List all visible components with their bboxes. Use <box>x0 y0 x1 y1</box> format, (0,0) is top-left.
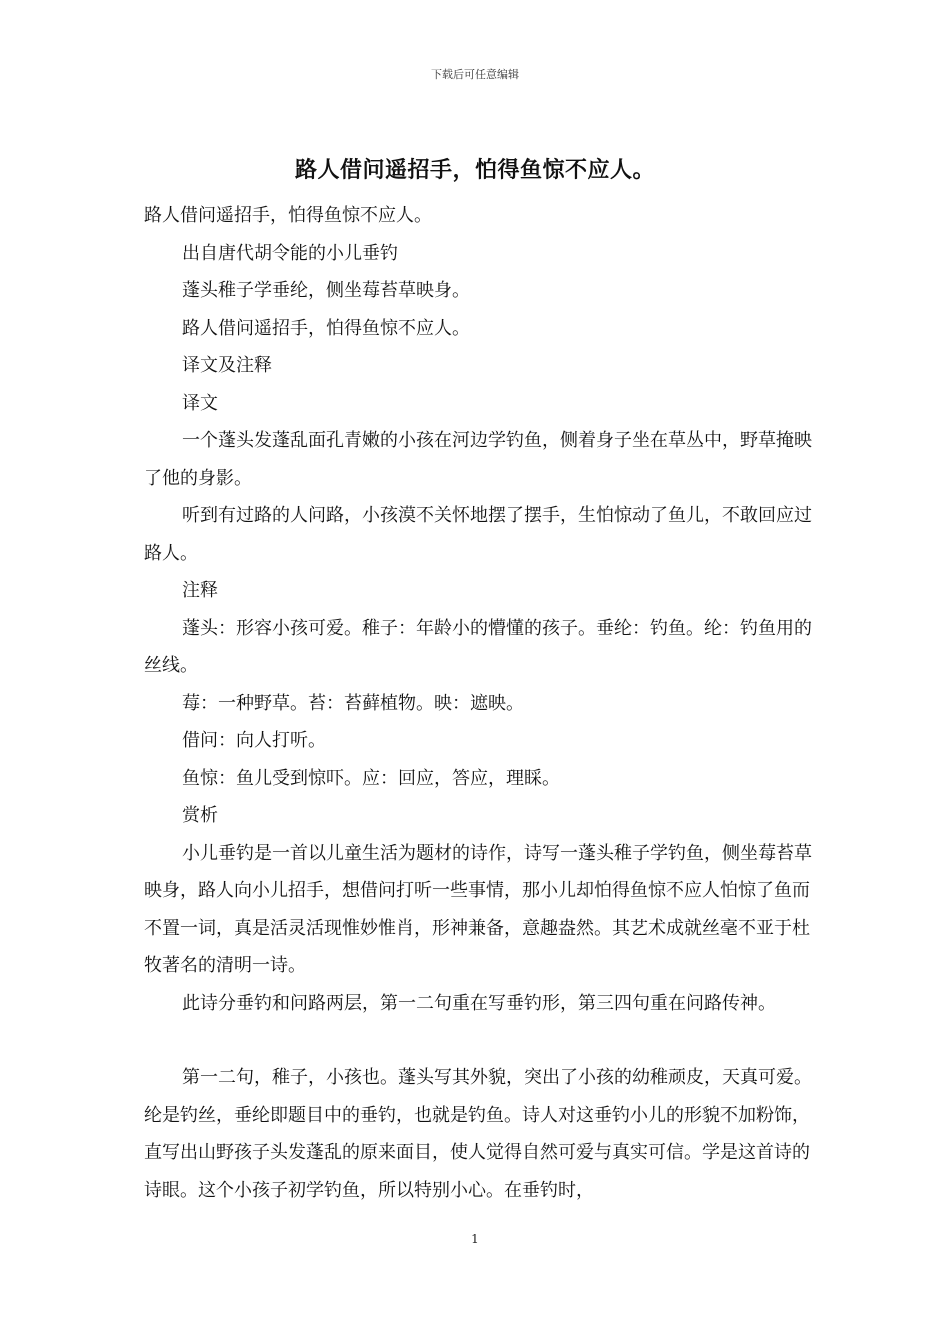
paragraph: 蓬头：形容小孩可爱。稚子：年龄小的懵懂的孩子。垂纶：钓鱼。纶：钓鱼用的丝线。 <box>144 617 812 676</box>
paragraph: 蓬头稚子学垂纶，侧坐莓苔草映身。 <box>182 280 470 301</box>
page-number: 1 <box>471 1232 479 1246</box>
paragraph: 莓：一种野草。苔：苔藓植物。映：遮映。 <box>182 692 524 714</box>
paragraph: 路人借问遥招手，怕得鱼惊不应人。 <box>144 205 432 226</box>
document-body <box>144 197 816 1209</box>
section-heading: 注释 <box>182 580 218 601</box>
section-heading: 译文 <box>182 392 218 414</box>
paragraph: 一个蓬头发蓬乱面孔青嫩的小孩在河边学钓鱼，侧着身子坐在草丛中，野草掩映了他的身影。 <box>144 430 812 489</box>
paragraph: 第一二句，稚子，小孩也。蓬头写其外貌，突出了小孩的幼稚顽皮，天真可爱。纶是钓丝，垂纶即题目中的垂钓，也就是钓鱼。诗人对这垂钓小儿的形貌不加粉饰，直写出山野孩子头发蓬乱的原来面目，使人觉得自然可爱与真实可信。学是这首诗的诗眼。这个小孩子初学钓鱼，所以特别小心。在垂钓时， <box>144 1067 812 1201</box>
section-heading: 赏析 <box>182 805 218 826</box>
paragraph: 小儿垂钓是一首以儿童生活为题材的诗作，诗写一蓬头稚子学钓鱼，侧坐莓苔草映身，路人向小儿招手，想借问打听一些事情，那小儿却怕得鱼惊不应人怕惊了鱼而不置一词，真是活灵活现惟妙惟肖，形神兼备，意趣盎然。其艺术成就丝毫不亚于杜牧著名的清明一诗。 <box>144 842 812 976</box>
document-title: 路人借问遥招手，怕得鱼惊不应人。 <box>294 157 655 183</box>
paragraph: 此诗分垂钓和问路两层，第一二句重在写垂钓形，第三四句重在问路传神。 <box>182 992 776 1014</box>
paragraph: 出自唐代胡令能的小儿垂钓 <box>182 242 398 264</box>
paragraph: 借问：向人打听。 <box>182 730 326 751</box>
blank-line <box>144 1022 816 1059</box>
paragraph: 路人借问遥招手，怕得鱼惊不应人。 <box>182 317 470 339</box>
page-header: 下载后可任意编辑 <box>431 68 519 81</box>
section-heading: 译文及注释 <box>182 355 272 376</box>
paragraph: 听到有过路的人问路，小孩漠不关怀地摆了摆手，生怕惊动了鱼儿，不敢回应过路人。 <box>144 505 812 564</box>
paragraph: 鱼惊：鱼儿受到惊吓。应：回应，答应，理睬。 <box>182 767 560 789</box>
